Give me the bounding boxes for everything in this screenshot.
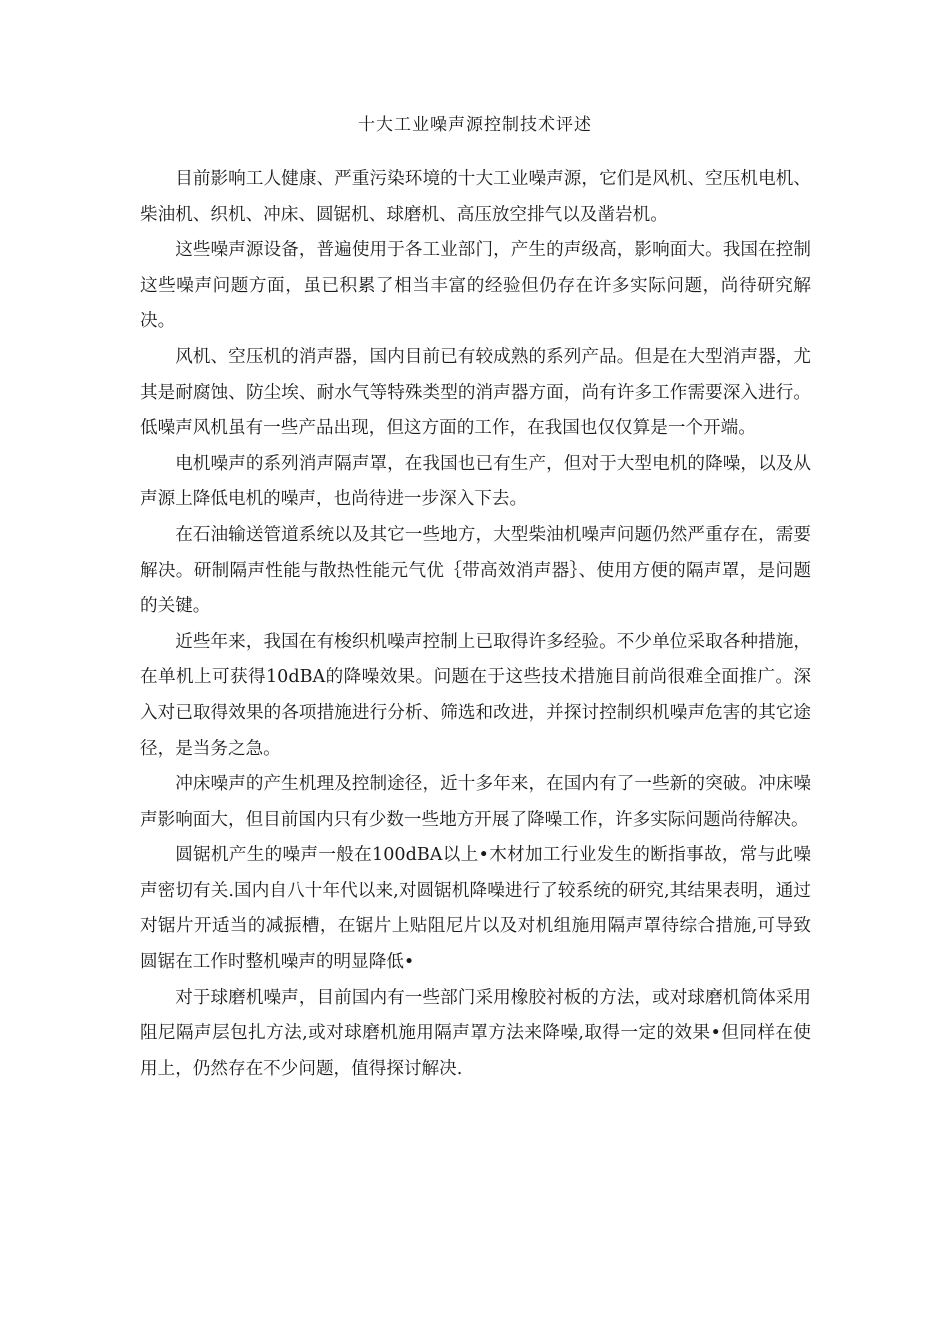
paragraph-ball-mill: 对于球磨机噪声，目前国内有一些部门采用橡胶衬板的方法，或对球磨机筒体采用阻尼隔声层包扎方法,或对球磨机施用隔声罩方法来降噪,取得一定的效果•但同样在使用上，仍然存在不少问题，值得探讨解决. xyxy=(140,987,811,1079)
paragraph-diesel: 在石油输送管道系统以及其它一些地方，大型柴油机噪声问题仍然严重存在，需要解决。研制隔声性能与散热性能元气优｛带高效消声器｝、使用方便的隔声罩，是问题的关键。 xyxy=(140,524,811,617)
document-body xyxy=(140,162,811,1087)
paragraph-loom: 近些年来，我国在有梭织机噪声控制上已取得许多经验。不少单位采取各种措施，在单机上可获得10dBA的降噪效果。问题在于这些技术措施目前尚很难全面推广。深入对已取得效果的各项措施进行分析、筛选和改进，并探讨控制织机噪声危害的其它途径，是当务之急。 xyxy=(140,631,811,759)
paragraph-intro: 目前影响工人健康、严重污染环境的十大工业噪声源，它们是风机、空压机电机、柴油机、织机、冲床、圆锯机、球磨机、高压放空排气以及凿岩机。 xyxy=(140,169,811,225)
paragraph-overview: 这些噪声源设备，普遍使用于各工业部门，产生的声级高，影响面大。我国在控制这些噪声问题方面，虽已积累了相当丰富的经验但仍存在许多实际问题，尚待研究解决。 xyxy=(140,240,811,332)
paragraph-motor: 电机噪声的系列消声隔声罩，在我国也已有生产，但对于大型电机的降噪，以及从声源上降低电机的噪声，也尚待进一步深入下去。 xyxy=(140,453,811,510)
document-title: 十大工业噪声源控制技术评述 xyxy=(358,115,592,135)
paragraph-punch-press: 冲床噪声的产生机理及控制途径，近十多年来，在国内有了一些新的突破。冲床噪声影响面大，但目前国内只有少数一些地方开展了降噪工作，许多实际问题尚待解决。 xyxy=(140,774,811,830)
paragraph-circular-saw: 圆锯机产生的噪声一般在100dBA以上•木材加工行业发生的断指事故，常与此噪声密切有关.国内自八十年代以来,对圆锯机降噪进行了较系统的研究,其结果表明，通过对锯片开适当的减振槽，在锯片上贴阻尼片以及对机组施用隔声罩待综合措施,可导致圆锯在工作时整机噪声的明显降低• xyxy=(140,845,811,973)
paragraph-fan-compressor: 风机、空压机的消声器，国内目前已有较成熟的系列产品。但是在大型消声器，尤其是耐腐蚀、防尘埃、耐水气等特殊类型的消声器方面，尚有许多工作需要深入进行。低噪声风机虽有一些产品出现，但这方面的工作，在我国也仅仅算是一个开端。 xyxy=(140,346,811,439)
